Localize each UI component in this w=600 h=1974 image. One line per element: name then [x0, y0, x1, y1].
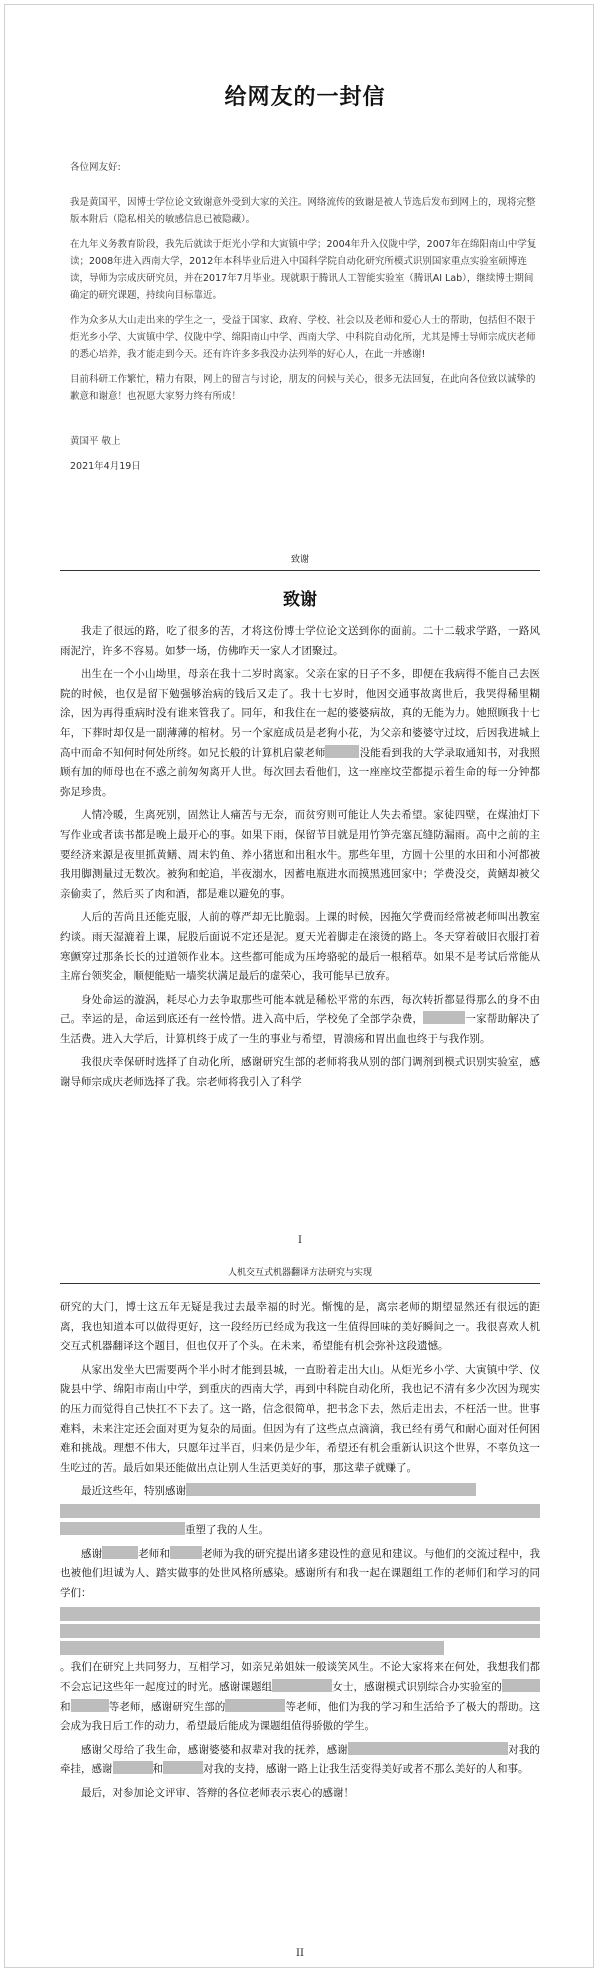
ack-paragraph: 重塑了我的人生。	[60, 1521, 540, 1541]
acknowledgement-page-1	[60, 552, 540, 1097]
redaction-block	[60, 1522, 185, 1535]
ack-paragraph: 最后，对参加论文评审、答辩的各位老师表示衷心的感谢！	[81, 1786, 354, 1799]
page-number: II	[296, 1948, 304, 1959]
redaction-block	[60, 1624, 540, 1638]
ack-paragraph: 人后的苦尚且还能克服，人前的尊严却无比脆弱。上课的时候，因拖欠学费而经常被老师叫出教室约谈。雨天湿漉着上课，屁股后面说不定还是泥。夏天光着脚走在滚烫的路上。冬天穿着破旧衣服打着寒颤穿过那条长长的过道领作业本。这些都可能成为压垮骆驼的最后一根稻草。如果不是考试后常能从主席台领奖金，顺便能贴一墙奖状满足最后的虚荣心，我可能早已放弃。	[60, 911, 540, 983]
ack-paragraph: 感谢 老师和 老师为我的研究提出诸多建设性的意见和建议。与他们的交流过程中，我也被他们坦诚为人、踏实做事的处世风格所感染。感谢所有和我一起在课题组工作的老师们和学习的同学们：	[60, 1547, 541, 1599]
letter-paragraph: 在九年义务教育阶段，我先后就读于炬光小学和大寅镇中学；2004年升入仪陇中学，2007年在绵阳南山中学复读；2008年进入西南大学，2012年本科毕业后进入中国科学院自动化研究所模式识别国家重点实验室硕博连读，导师为宗成庆研究员，并在2017年7月毕业。现就职于腾讯人工智能实验室（腾讯AI Lab），继续博士期间确定的研究课题，持续向目标靠近。	[70, 239, 537, 301]
redaction-block	[225, 1699, 285, 1712]
ack-paragraph: 研究的大门，博士这五年无疑是我过去最幸福的时光。惭愧的是，离宗老师的期望显然还有很远的距离，我也知道本可以做得更好，这一段经历已经成为我这一生值得回味的美好瞬间之一。我很喜欢人机交互式机器翻译这个题目，但也仅开了个头。在未来，希望能有机会弥补这段遗憾。	[60, 1301, 540, 1353]
ack-paragraph: 最近这些年，特别感谢	[60, 1482, 540, 1502]
letter-signature: 黄国平 敬上	[70, 436, 121, 447]
redaction-block	[113, 1761, 153, 1774]
redaction-block	[428, 1742, 508, 1755]
ack-paragraph: 。我们在研究上共同努力，互相学习，如亲兄弟姐妹一般谈笑风生。不论大家将来在何处，我想我们都不会忘记这些年一起度过的时光。感谢课题组 女士，感谢模式识别综合办实验室的和 等老师，感谢研究生部的 等老师，他们为我的学习和生活给予了极大的帮助。这会成为我日后工作的动力，希望最后能成为课题组值得骄傲的学生。	[60, 1661, 540, 1733]
letter-paragraph: 目前科研工作繁忙，精力有限，网上的留言与讨论，朋友的问候与关心，很多无法回复，在此向各位致以诚挚的歉意和谢意！也祝愿大家努力终有所成！	[70, 374, 536, 402]
open-letter	[70, 62, 540, 483]
ack-paragraph: 身处命运的漩涡，耗尽心力去争取那些可能本就是稀松平常的东西，每次转折都显得那么的身不由己。幸运的是，命运到底还有一丝怜惜。进入高中后，学校免了全部学杂费， 一家帮助解决了生活费。进入大学后，计算机终于成了一生的事业与希望，胃溃疡和胃出血也终于与我作别。	[60, 993, 540, 1045]
redaction-block	[502, 1679, 540, 1692]
ack-paragraph: 从家出发坐大巴需要两个半小时才能到县城，一直盼着走出大山。从炬光乡小学、大寅镇中学、仪陇县中学、绵阳市南山中学，到重庆的西南大学，再到中科院自动化所，我也记不清有多少次因为现实的压力而觉得自己快扛不下去了。这一路，信念很简单，把书念下去，然后走出去，不枉活一世。世事难料，未来注定还会面对更为复杂的局面。但因为有了这些点点滴滴，我已经有勇气和耐心面对任何困难和挑战。理想不伟大，只愿年过半百，归来仍是少年，希望还有机会重新认识这个世界，不辜负这一生吃过的苦。最后如果还能做出点让别人生活更美好的事，那这辈子就赚了。	[60, 1363, 540, 1474]
redaction-block	[102, 1546, 138, 1559]
redaction-block	[60, 1641, 444, 1655]
page-number: I	[298, 1235, 302, 1246]
redaction-block	[348, 1742, 428, 1755]
ack-paragraph: 人情冷暖，生离死别，固然让人痛苦与无奈，而贫穷则可能让人失去希望。家徒四壁，在煤油灯下写作业或者读书都是晚上最开心的事。如果下雨，保留节目就是用竹笋壳塞瓦缝防漏雨。高中之前的主要经济来源是夜里抓黄鳝、周末钓鱼、养小猪崽和出租水牛。那些年里，方圆十公里的水田和小河都被我用脚测量过无数次。被狗和蛇追，半夜溺水，因蓄电瓶进水而摸黑逃回家中；学费没交，黄鳝却被父亲偷卖了，然后买了肉和酒，都是难以避免的事。	[60, 809, 540, 900]
letter-greeting: 各位网友好:	[70, 162, 121, 173]
running-header: 致谢	[60, 552, 540, 571]
ack-paragraph: 我走了很远的路，吃了很多的苦，才将这份博士学位论文送到你的面前。二十二载求学路，一路风雨泥泞，许多不容易。如梦一场，仿佛昨天一家人才团聚过。	[60, 625, 540, 657]
redaction-block	[60, 1504, 540, 1518]
redaction-block	[170, 1546, 202, 1559]
redaction-block	[163, 1761, 203, 1774]
letter-paragraph: 我是黄国平，因博士学位论文致谢意外受到大家的关注。网络流传的致谢是被人节选后发布到网上的，现将完整版本附后（隐私相关的敏感信息已被隐藏）。	[70, 197, 536, 225]
redaction-block	[272, 1679, 332, 1692]
letter-date: 2021年4月19日	[70, 461, 141, 472]
letter-paragraph: 作为众多从大山走出来的学生之一，受益于国家、政府、学校、社会以及老师和爱心人士的帮助，包括但不限于炬光乡小学、大寅镇中学、仪陇中学、绵阳南山中学、西南大学、中科院自动化所，尤其是博士导师宗成庆老师的悉心培养，我才能走到今天。还有许许多多我没办法列举的好心人，在此一并感谢!	[70, 315, 536, 360]
acknowledgement-page-2	[60, 1265, 540, 1807]
running-header: 人机交互式机器翻译方法研究与实现	[60, 1265, 540, 1284]
redaction-block	[60, 1607, 540, 1621]
acknowledgement-title: 致谢	[283, 590, 317, 610]
ack-paragraph: 我很庆幸保研时选择了自动化所，感谢研究生部的老师将我从别的部门调剂到模式识别实验室，感谢导师宗成庆老师选择了我。宗老师将我引入了科学	[60, 1056, 540, 1089]
ack-paragraph: 感谢父母给了我生命，感谢婆婆和叔辈对我的抚养，感谢 对我的牵挂，感谢 和 对我的支持，感谢一路上让我生活变得美好或者不那么美好的人和事。	[60, 1743, 541, 1776]
redaction-block	[186, 1483, 476, 1496]
ack-paragraph: 出生在一个小山坳里，母亲在我十二岁时离家。父亲在家的日子不多，即便在我病得不能自己去医院的时候，也仅是留下勉强够治病的钱后又走了。我十七岁时，他因交通事故离世后，我哭得稀里糊涂，因为再得重病时没有谁来管我了。同年，和我住在一起的婆婆病故，真的无能为力。她照顾我十七年，下葬时却仅是一副薄薄的棺材。另一个家庭成员是老狗小花，为父亲和婆婆守过坟，后因我进城上高中而命不知何时何处所终。如兄长般的计算机启蒙老师 没能看到我的大学录取通知书，对我照顾有加的师母也在不惑之前匆匆离开人世。每次回去看他们，这一座座坟茔都提示着生命的每一分钟都弥足珍贵。	[60, 668, 541, 798]
redaction-block	[71, 1699, 109, 1712]
redaction-block	[423, 1011, 465, 1024]
letter-title: 给网友的一封信	[224, 85, 386, 110]
redaction-block	[325, 745, 359, 758]
